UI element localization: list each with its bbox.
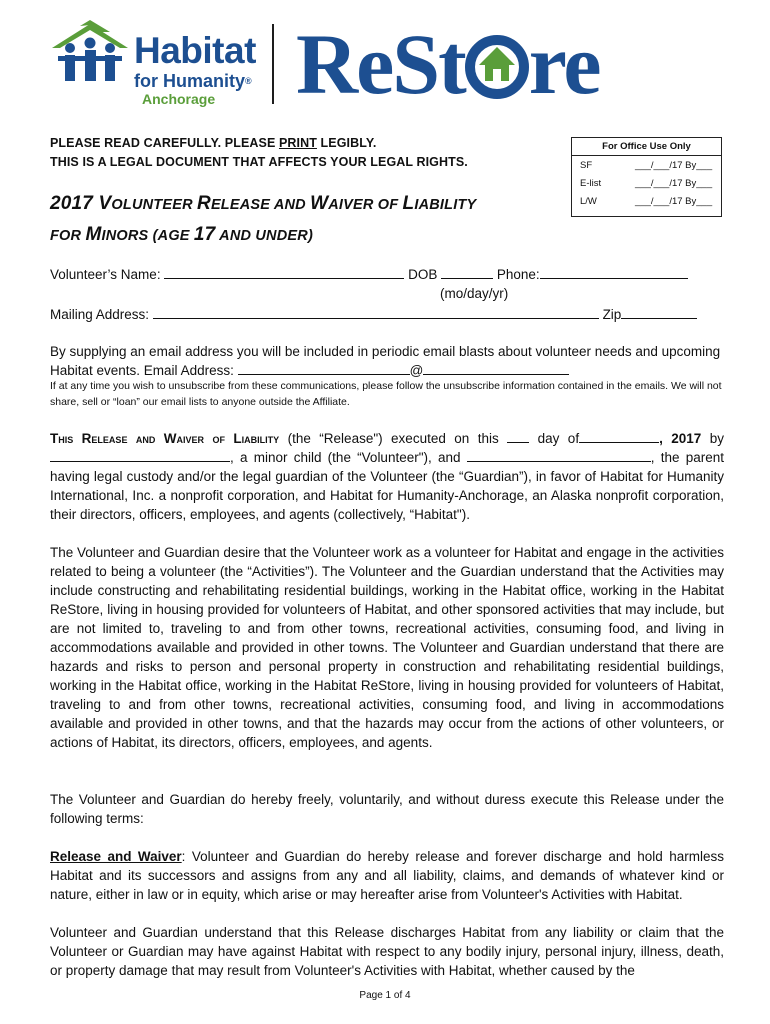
habitat-houses-people-icon <box>50 18 136 84</box>
restore-logo <box>296 16 600 112</box>
restore-text-end: re <box>528 16 600 112</box>
execution-day-field[interactable] <box>507 430 529 443</box>
hfh-subtitle: for Humanity® <box>134 71 252 91</box>
email-domain-field[interactable] <box>423 362 569 375</box>
address-row <box>50 306 697 322</box>
office-row: L/W ___/___/17 By___ <box>580 196 713 207</box>
document-title-line-1: 2017 VOLUNTEER RELEASE AND WAIVER OF LIABILITY <box>50 193 477 214</box>
hfh-affiliate: Anchorage <box>142 91 216 107</box>
execution-month-field[interactable] <box>579 430 659 443</box>
volunteer-info-row <box>50 266 688 282</box>
minor-name-field[interactable] <box>50 449 230 462</box>
hfh-title: Habitat <box>134 30 256 71</box>
dob-field[interactable] <box>441 266 493 279</box>
unsubscribe-note: If at any time you wish to unsubscribe from these communications, please follow the unsubscribe information contained in the emails. We will not share, sell or “loan” our email lists to anyone outside the Affiliate. <box>50 380 722 408</box>
waiver-heading: Release and Waiver <box>50 849 182 864</box>
name-label: Volunteer’s Name: <box>50 267 165 282</box>
document-title-line-2: FOR MINORS (AGE 17 AND UNDER) <box>50 224 313 245</box>
office-box-title: For Office Use Only <box>602 141 691 152</box>
waiver-paragraph: Release and Waiver: Volunteer and Guardian do hereby release and forever discharge and hold harmless Habitat and its successors and assigns from any and all liability, claims, and demands of whatever kind or nature, either in law or in equity, which arise or may hereafter arise from Volunteer's Activities with Habitat. <box>50 849 725 902</box>
dob-label: DOB <box>404 267 442 282</box>
email-user-field[interactable] <box>238 362 410 375</box>
zip-field[interactable] <box>621 306 697 319</box>
office-row: E-list ___/___/17 By___ <box>580 178 713 189</box>
email-paragraph: By supplying an email address you will be included in periodic email blasts about volunteer needs and upcoming Habitat events. Email Address: @ <box>50 344 721 378</box>
release-paragraph: This Release and Waiver of Liability (the “Release") executed on this day of , 2017 by , a minor child (the “Volunteer"), and , the parent having legal custody and/or the legal guardian of the Volunteer (the “Guardian”), in favor of Habitat for Humanity International, Inc. a nonprofit corporation, and Habitat for Humanity-Anchorage, an Alaska nonprofit corporation, their directors, officers, employees, and agents (collectively, “Habitat"). <box>50 431 724 522</box>
terms-paragraph: The Volunteer and Guardian do hereby freely, voluntarily, and without duress execute this Release under the following terms: <box>50 792 724 826</box>
phone-label: Phone: <box>493 267 540 282</box>
logo-divider <box>272 24 274 104</box>
discharge-paragraph: Volunteer and Guardian understand that this Release discharges Habitat from any liability or claim that the Volunteer or Guardian may have against Habitat with respect to any bodily injury, personal injury, illness, death, or property damage that may result from Volunteer's Activities with Habitat, whether caused by the <box>50 925 724 978</box>
guardian-name-field[interactable] <box>467 449 651 462</box>
header-line-1: PLEASE READ CAREFULLY. PLEASE PRINT LEGIBLY. <box>50 136 377 150</box>
phone-field[interactable] <box>540 266 688 279</box>
page-number: Page 1 of 4 <box>359 990 411 1001</box>
house-arrow-icon <box>465 37 529 97</box>
restore-text-start: ReSt <box>296 16 465 112</box>
activities-paragraph: The Volunteer and Guardian desire that the Volunteer work as a volunteer for Habitat and engage in the activities related to being a volunteer (the “Activities”). The Volunteer and the Guardian understand that the Activities may include constructing and rehabilitating residential buildings, working in the Habitat office, working in the Habitat ReStore, living in housing provided for volunteers of Habitat, and other sponsored activities that may include, but are not limited to, traveling to and from other towns, recreational activities, consuming food, and living in accommodations available and provided in other towns. The Volunteer and Guardian understand that there are hazards and risks to person and personal property in construction and rehabilitating residential buildings, working in the Habitat office, working in the Habitat ReStore, living in housing provided for volunteers of Habitat, traveling to and from other towns, recreational activities, consuming food, and living in accommodations available and provided in other towns, and that the hazards may occur from the actions of other volunteers, or actions of Habitat, its directors, officers, employees, and agents. <box>50 545 724 750</box>
volunteer-name-field[interactable] <box>164 266 404 279</box>
address-label: Mailing Address: <box>50 307 153 322</box>
office-box-rule <box>572 155 721 156</box>
habitat-logo <box>46 18 286 110</box>
office-use-box <box>571 137 722 217</box>
header-line-2: THIS IS A LEGAL DOCUMENT THAT AFFECTS YOUR LEGAL RIGHTS. <box>50 155 468 169</box>
zip-label: Zip <box>598 307 622 322</box>
dob-hint: (mo/day/yr) <box>440 286 509 301</box>
mailing-address-field[interactable] <box>153 306 599 319</box>
office-row: SF ___/___/17 By___ <box>580 160 713 171</box>
